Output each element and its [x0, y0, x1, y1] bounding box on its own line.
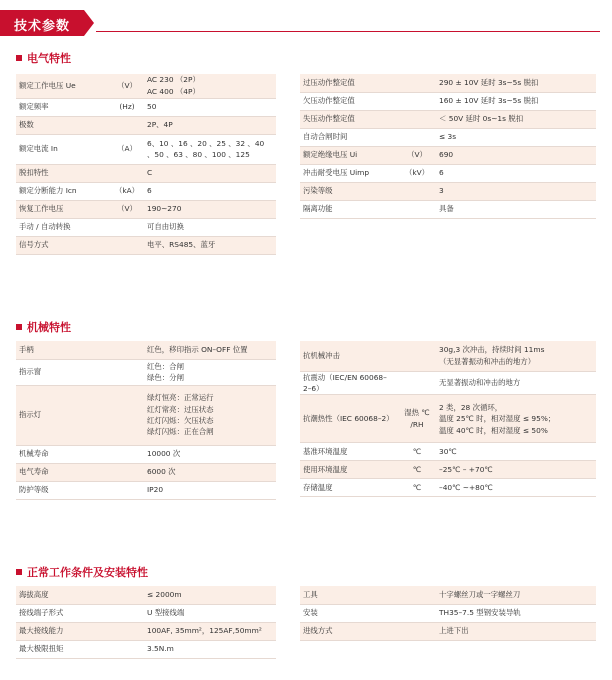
row-value [144, 164, 276, 182]
table-row [16, 98, 276, 116]
row-value-line: 290 ± 10V 延时 3s~5s 脱扣 [439, 78, 539, 88]
row-label: 使用环境温度 [300, 461, 398, 479]
row-unit [110, 481, 144, 499]
row-value [144, 134, 276, 164]
row-value-line: 30℃ [439, 447, 457, 457]
row-unit: （V） [110, 74, 144, 98]
row-unit [398, 200, 436, 218]
row-label: 手柄 [16, 341, 110, 359]
row-value [144, 116, 276, 134]
row-value [144, 359, 276, 385]
row-label: 手动 / 自动转换 [16, 218, 110, 236]
row-value-line: 温度 25℃ 时，相对湿度 ≤ 95%； [439, 414, 556, 424]
table-row [16, 236, 276, 254]
row-label: 信号方式 [16, 236, 110, 254]
table-row [16, 200, 276, 218]
row-value [436, 74, 596, 92]
row-value-line: （无显著振动和冲击的地方） [439, 356, 536, 366]
row-label: 指示灯 [16, 385, 110, 445]
row-label: 电气寿命 [16, 463, 110, 481]
table-row [300, 146, 596, 164]
installation-table-left [16, 586, 276, 659]
table-row [300, 341, 596, 371]
row-unit: ℃ [398, 443, 436, 461]
table-row [300, 461, 596, 479]
page-title: 技术参数 [14, 19, 71, 34]
row-value [144, 622, 276, 640]
row-unit [110, 116, 144, 134]
row-value [144, 481, 276, 499]
table-row [16, 218, 276, 236]
row-label: 接线端子形式 [16, 604, 110, 622]
table-row [300, 74, 596, 92]
row-value-line: 160 ± 10V 延时 3s~5s 脱扣 [439, 96, 539, 106]
electrical-table-left [16, 74, 276, 255]
row-label: 失压动作整定值 [300, 110, 398, 128]
row-label: 抗机械冲击 [300, 341, 398, 371]
table-row [16, 134, 276, 164]
row-value [144, 98, 276, 116]
row-value-line: 6 [147, 186, 152, 196]
row-value-line: 电平、RS485、蓝牙 [147, 240, 216, 250]
section-title-installation: 正常工作条件及安装特性 [16, 564, 148, 580]
row-value-line: AC 400 （4P） [147, 86, 200, 96]
row-label: 进线方式 [300, 622, 398, 640]
row-value-line: 十字螺丝刀或一字螺丝刀 [439, 590, 521, 600]
table-row [300, 200, 596, 218]
row-unit [398, 622, 436, 640]
row-unit [398, 110, 436, 128]
row-label: 自动合闸时间 [300, 128, 398, 146]
row-value [436, 395, 596, 443]
row-label: 额定分断能力 Icn [16, 182, 110, 200]
table-row [300, 182, 596, 200]
row-value-line: ＜ 50V 延时 0s~1s 脱扣 [439, 114, 524, 124]
row-label: 防护等级 [16, 481, 110, 499]
table-row [300, 604, 596, 622]
row-label: 海拔高度 [16, 586, 110, 604]
row-label: 隔离功能 [300, 200, 398, 218]
table-row [16, 481, 276, 499]
row-label: 安装 [300, 604, 398, 622]
row-unit [398, 341, 436, 371]
table-row [16, 341, 276, 359]
row-value-line: ≤ 3s [439, 132, 457, 142]
row-unit: （V） [398, 146, 436, 164]
row-value [436, 586, 596, 604]
table-row [16, 463, 276, 481]
row-value-line: 红灯常亮：过压状态 [147, 404, 214, 414]
row-unit [110, 463, 144, 481]
row-value-line: 6 [439, 168, 444, 178]
row-value-line: 可自由切换 [147, 222, 184, 232]
row-label: 抗潮热性（IEC 60068–2） [300, 395, 398, 443]
row-value [436, 164, 596, 182]
row-unit [398, 74, 436, 92]
row-value-line: 100AF, 35mm²，125AF,50mm² [147, 626, 262, 636]
table-row [16, 445, 276, 463]
row-unit [110, 359, 144, 385]
row-value [436, 443, 596, 461]
row-label: 指示窗 [16, 359, 110, 385]
row-unit [398, 128, 436, 146]
row-value-line: –25℃ – +70℃ [439, 465, 493, 475]
row-label: 额定工作电压 Ue [16, 74, 110, 98]
row-value-line: 、50 、63 、80 、100 、125 [147, 150, 250, 159]
table-row [300, 395, 596, 443]
table-row [300, 443, 596, 461]
row-label: 工具 [300, 586, 398, 604]
row-value [436, 146, 596, 164]
row-label: 过压动作整定值 [300, 74, 398, 92]
row-unit [110, 640, 144, 658]
row-unit [110, 604, 144, 622]
table-row [300, 164, 596, 182]
section-marker-icon [16, 324, 22, 330]
row-unit [398, 92, 436, 110]
row-label: 脱扣特性 [16, 164, 110, 182]
table-row [16, 604, 276, 622]
row-label: 机械寿命 [16, 445, 110, 463]
table-row [16, 385, 276, 445]
row-value-line: 红色：合闸 [147, 361, 184, 371]
row-value [144, 236, 276, 254]
row-value [436, 182, 596, 200]
row-label: 存储温度 [300, 479, 398, 497]
row-label: 基准环境温度 [300, 443, 398, 461]
row-unit: （kA） [110, 182, 144, 200]
header-banner [0, 10, 94, 36]
row-value-line: U 型接线端 [147, 608, 185, 618]
row-value [144, 640, 276, 658]
row-value-line: 具备 [439, 204, 454, 214]
row-unit [110, 622, 144, 640]
mechanical-table-left [16, 341, 276, 500]
row-label: 欠压动作整定值 [300, 92, 398, 110]
row-value-line: 绿灯恒亮：正常运行 [147, 393, 214, 403]
row-value [436, 479, 596, 497]
row-value [144, 385, 276, 445]
row-unit [110, 385, 144, 445]
row-value [144, 182, 276, 200]
row-unit: （kV） [398, 164, 436, 182]
row-label: 额定电流 In [16, 134, 110, 164]
row-label: 最大极限扭矩 [16, 640, 110, 658]
row-value-line: 50 [147, 102, 157, 112]
row-value-line: AC 230 （2P） [147, 75, 200, 85]
table-row [300, 128, 596, 146]
row-value [436, 110, 596, 128]
table-row [16, 359, 276, 385]
row-unit: (Hz) [110, 98, 144, 116]
row-unit [110, 586, 144, 604]
row-label: 冲击耐受电压 Uimp [300, 164, 398, 182]
row-value-line: 上进下出 [439, 626, 469, 636]
row-label: 抗震动（IEC/EN 60068–2–6） [300, 371, 398, 395]
row-value-line: –40℃ ~+80℃ [439, 483, 493, 493]
row-value [436, 200, 596, 218]
section-marker-icon [16, 55, 22, 61]
row-unit: ℃ [398, 461, 436, 479]
row-value-line: 红灯闪烁：欠压状态 [147, 416, 214, 425]
row-label: 最大接线能力 [16, 622, 110, 640]
table-row [16, 164, 276, 182]
row-value [144, 463, 276, 481]
table-row [16, 74, 276, 98]
installation-table-right [300, 586, 596, 641]
row-value-line: 绿灯闪烁：正在合闸 [147, 427, 214, 437]
row-label: 恢复工作电压 [16, 200, 110, 218]
electrical-table-right [300, 74, 596, 219]
row-value [144, 586, 276, 604]
row-value-line: 2P、4P [147, 120, 173, 130]
row-value [144, 200, 276, 218]
table-row [16, 182, 276, 200]
table-row [300, 479, 596, 497]
section-title-electrical: 电气特性 [16, 50, 71, 66]
row-unit [110, 445, 144, 463]
row-value-line: 6、10 、16 、20 、25 、32 、40 [147, 138, 265, 148]
row-label: 污染等级 [300, 182, 398, 200]
table-row [300, 622, 596, 640]
row-unit [398, 586, 436, 604]
table-row [300, 110, 596, 128]
row-value-line: 3 [439, 186, 444, 196]
row-value [144, 218, 276, 236]
table-row [300, 586, 596, 604]
row-value [436, 461, 596, 479]
row-value-line: 2 类，28 次循环， [439, 402, 503, 412]
row-value [436, 92, 596, 110]
row-value-line: 红色，移印指示 ON–OFF 位置 [147, 345, 248, 355]
table-row [16, 640, 276, 658]
row-unit [398, 604, 436, 622]
table-row [16, 586, 276, 604]
row-value-line: 无显著振动和冲击的地方 [439, 378, 521, 388]
row-unit [398, 371, 436, 395]
row-unit: 湿热 ℃ /RH [398, 395, 436, 443]
section-marker-icon [16, 569, 22, 575]
row-unit [110, 341, 144, 359]
row-value-line: 6000 次 [147, 467, 176, 477]
table-row [300, 371, 596, 395]
row-value [144, 445, 276, 463]
row-value-line: TH35–7.5 型钢安装导轨 [439, 608, 521, 618]
row-value [144, 74, 276, 98]
row-value-line: 690 [439, 150, 454, 160]
row-label: 极数 [16, 116, 110, 134]
mechanical-table-right [300, 341, 596, 497]
row-value [436, 622, 596, 640]
row-value-line: 绿色：分闸 [147, 373, 184, 382]
row-label: 额定频率 [16, 98, 110, 116]
row-value-line: C [147, 168, 153, 178]
row-value-line: ≤ 2000m [147, 590, 182, 600]
row-value [144, 604, 276, 622]
row-value-line: 10000 次 [147, 449, 181, 459]
row-value [436, 128, 596, 146]
row-unit: （V） [110, 200, 144, 218]
row-value-line: 30g,3 次冲击，持续时间 11ms [439, 345, 545, 355]
section-title-mechanical: 机械特性 [16, 319, 71, 335]
row-unit [110, 164, 144, 182]
row-unit [398, 182, 436, 200]
row-value [436, 604, 596, 622]
row-value-line: 温度 40℃ 时，相对湿度 ≤ 50% [439, 425, 548, 435]
row-value-line: IP20 [147, 485, 164, 495]
table-row [16, 622, 276, 640]
row-unit [110, 218, 144, 236]
row-label: 额定绝缘电压 Ui [300, 146, 398, 164]
table-row [16, 116, 276, 134]
table-row [300, 92, 596, 110]
row-unit: ℃ [398, 479, 436, 497]
row-value [436, 371, 596, 395]
row-value [436, 341, 596, 371]
row-value-line: 3.5N.m [147, 644, 174, 654]
row-unit: （A） [110, 134, 144, 164]
row-value-line: 190~270 [147, 204, 182, 214]
row-unit [110, 236, 144, 254]
row-value [144, 341, 276, 359]
header-divider [96, 31, 600, 32]
